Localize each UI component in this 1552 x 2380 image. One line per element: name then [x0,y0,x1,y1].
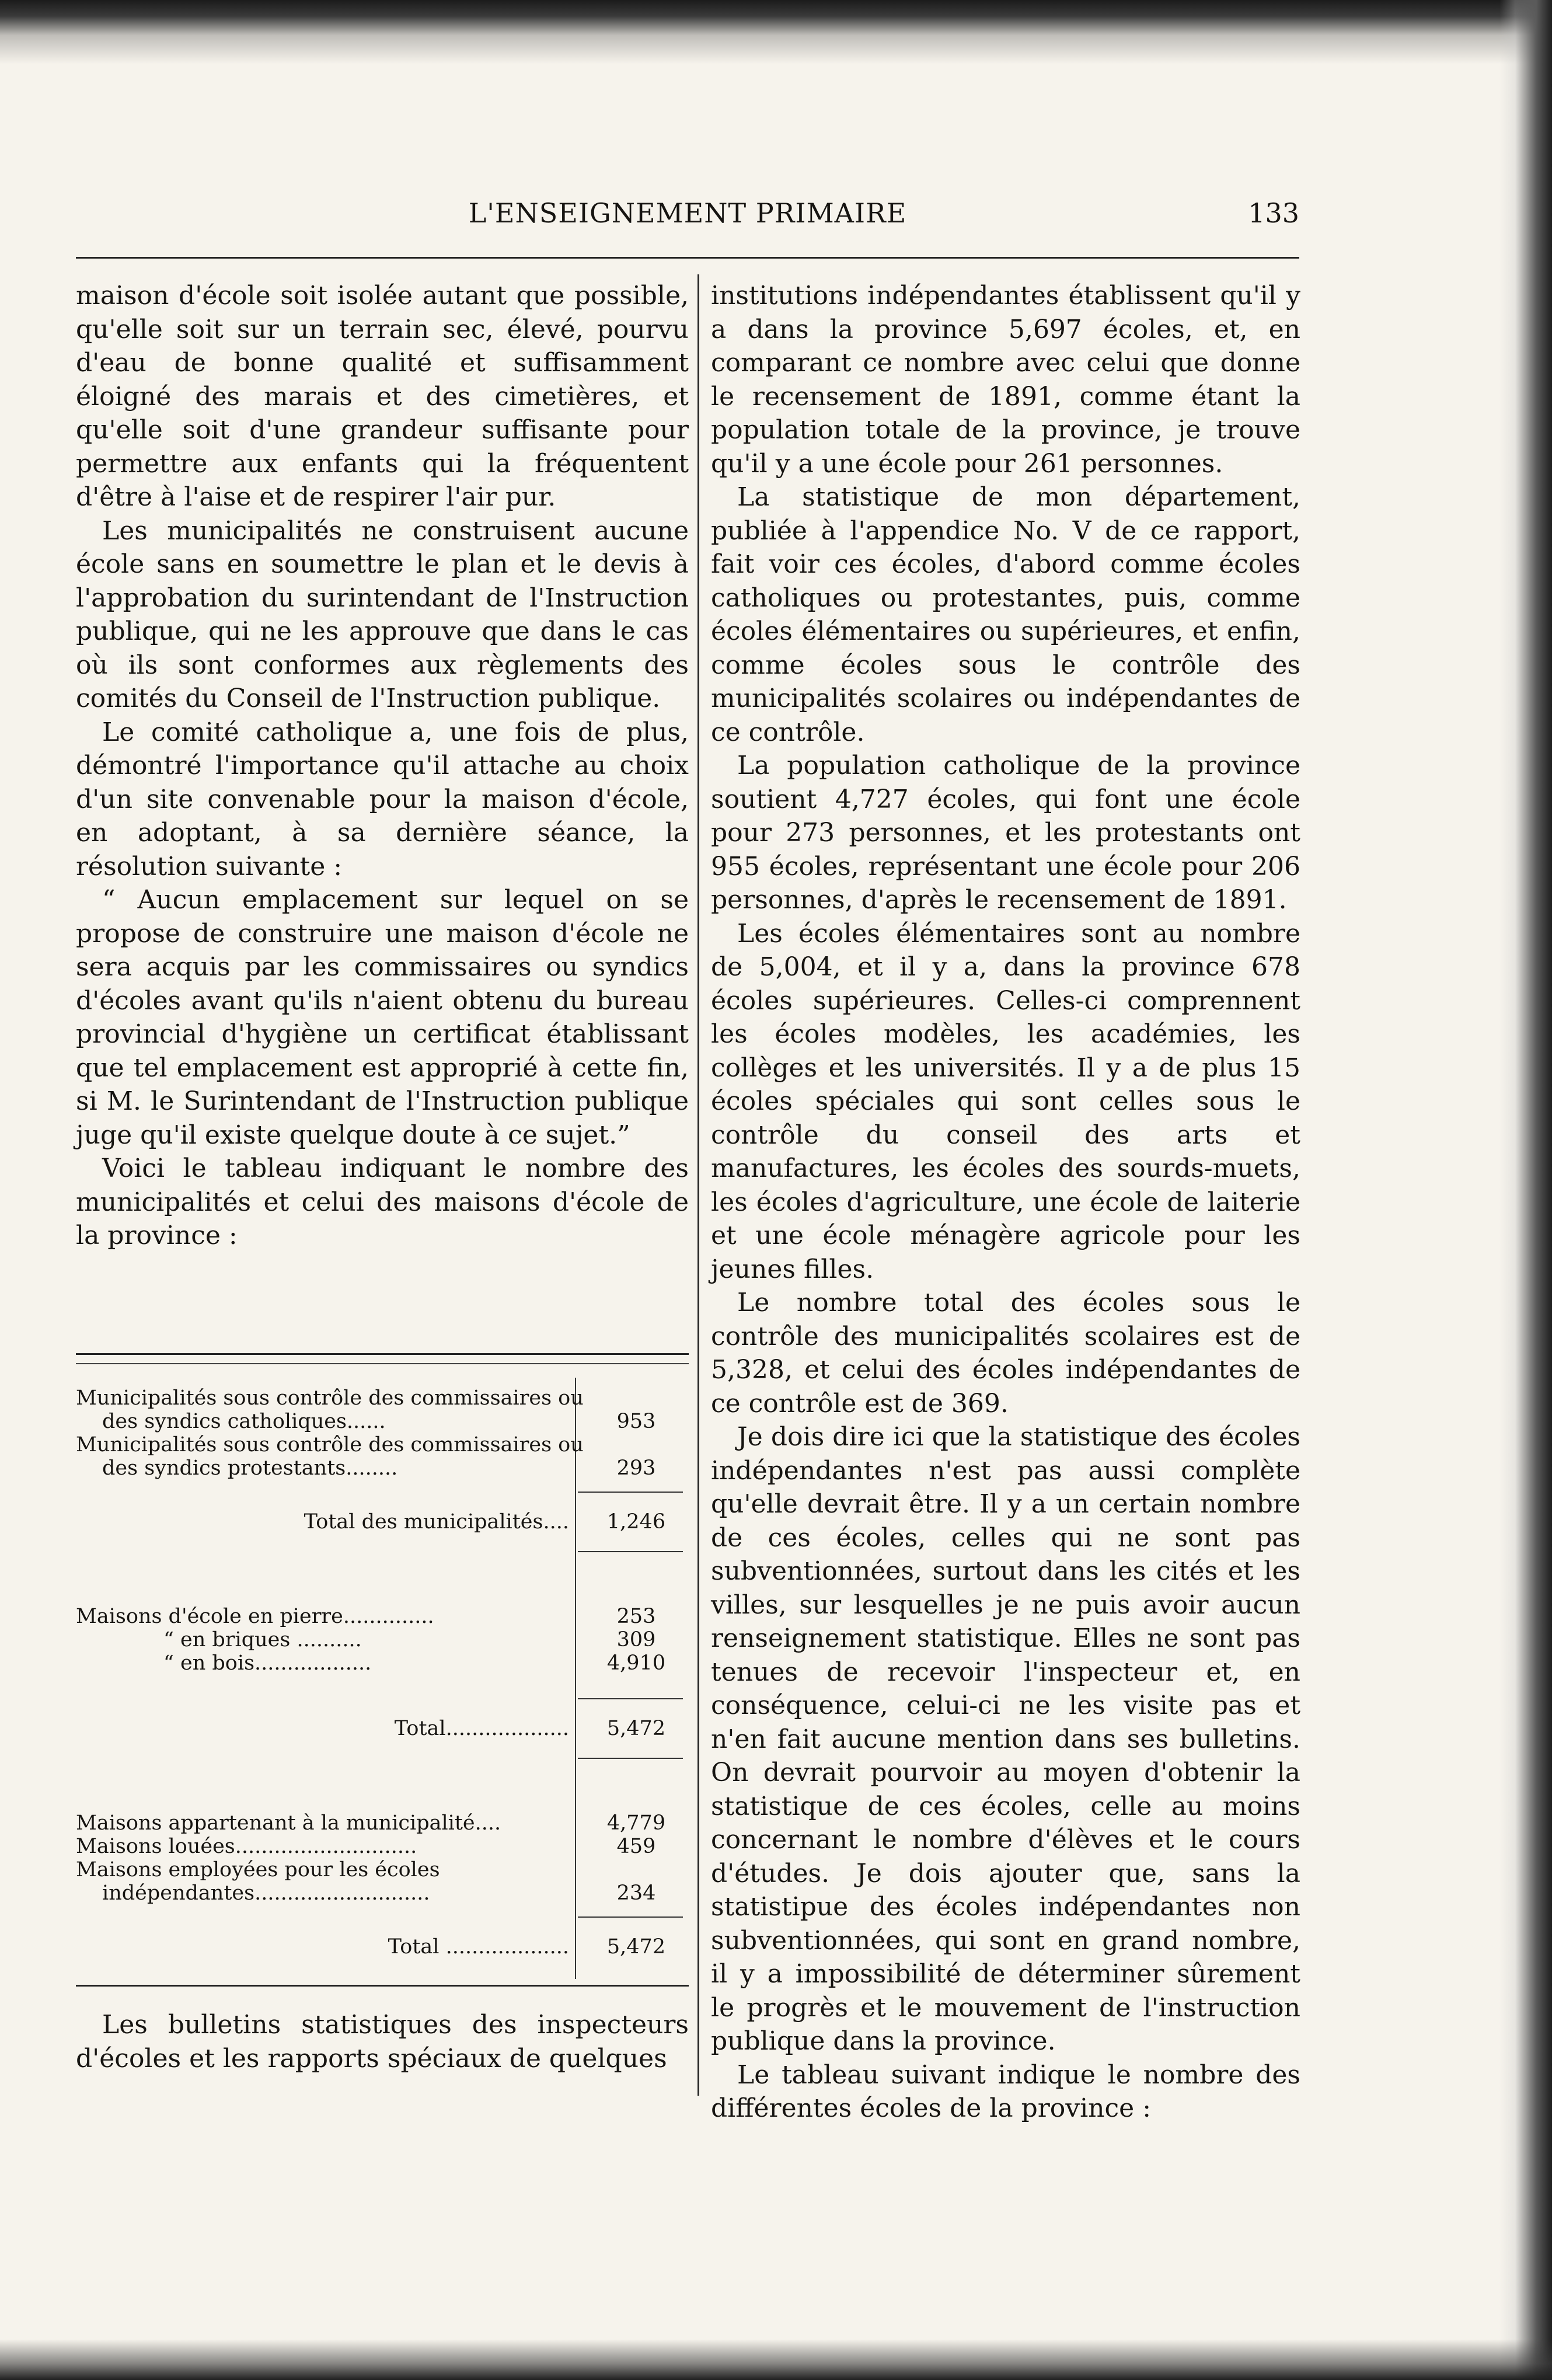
column-divider [697,274,699,2096]
table-row [76,1433,689,1480]
left-column [76,279,689,1253]
total-label: Total des municipalités.... [304,1510,569,1534]
scan-edge-bottom [0,2339,1552,2380]
row-value: 4,910 [606,1651,666,1675]
row-label: Maisons appartenant à la municipalité.... [76,1811,501,1835]
statistics-table [76,1386,689,1959]
table-row [76,1651,689,1675]
page-number: 133 [1248,197,1299,229]
row-value: 4,779 [606,1811,666,1835]
paragraph: Le comité catholique a, une fois de plus, démontré l'importance qu'il attache au choix d'un site convenable pour la maison d'école, en adoptant, à sa dernière séance, la résolution suivante : [76,717,689,881]
row-value: 953 [616,1410,656,1433]
header-rule [76,257,1299,259]
sum-rule [578,1492,683,1493]
table-rule-top-double [76,1363,689,1364]
total-label: Total ................... [388,1935,569,1959]
table-row [76,1858,689,1905]
row-value: 293 [616,1456,656,1480]
row-value: 5,472 [606,1935,666,1959]
quotation: “ Aucun emplacement sur lequel on se propose de construire une maison d'école ne sera acquis par les commissaires ou syndics d'écoles avant qu'ils n'aient obtenu du bureau provincial d'hygiène un certificat établissant que tel emplacement est approprié à cette fin, si M. le Surintendant de l'Instruction publique juge qu'il existe quelque doute à ce sujet.” [76,885,689,1150]
total-label: Total................... [394,1717,569,1740]
row-label: Maisons louées............................ [76,1835,417,1858]
row-value: 5,472 [606,1717,666,1740]
paragraph: maison d'école soit isolée autant que possible, qu'elle soit sur un terrain sec, élevé, pourvu d'eau de bonne qualité et suffisamment éloigné des marais et des cimetières, et qu'elle soit d'une grandeur suffisante pour permettre aux enfants qui la fréquentent d'être à l'aise et de respirer l'air pur. [76,281,689,512]
row-value: 253 [616,1605,656,1628]
left-column-continued [76,2008,689,2075]
paragraph: Voici le tableau indiquant le nombre des municipalités et celui des maisons d'école de la province : [76,1154,689,1250]
paragraph: Le nombre total des écoles sous le contrôle des municipalités scolaires est de 5,328, et celui des écoles indépendantes de ce contrôle est de 369. [711,1288,1300,1419]
paragraph: Les municipalités ne construisent aucune école sans en soumettre le plan et le devis à l'approbation du surintendant de l'Instruction publique, qui ne les approuve que dans le cas où ils sont conformes aux règlements des comités du Conseil de l'Instruction publique. [76,515,689,713]
paragraph: Les bulletins statistiques des inspecteurs d'écoles et les rapports spéciaux de quelques [76,2010,689,2074]
table-row [76,1628,689,1651]
table-rule-bottom [76,1985,689,1987]
row-label: “ en bois.................. [163,1651,372,1675]
row-label: “ en briques .......... [163,1628,362,1651]
scan-edge-top [0,0,1552,64]
row-value: 234 [616,1881,656,1905]
paragraph: La statistique de mon département, publiée à l'appendice No. V de ce rapport, fait voir ces écoles, d'abord comme écoles catholiques ou protestantes, puis, comme écoles élémentaires ou supérieures, et enfin, comme écoles sous le contrôle des municipalités scolaires ou indépendantes de ce contrôle. [711,482,1300,747]
running-head [76,197,1299,238]
row-label: Maisons d'école en pierre.............. [76,1605,434,1628]
table-row [76,1835,689,1858]
table-row [76,1935,689,1959]
paragraph: Le tableau suivant indique le nombre des différentes écoles de la province : [711,2060,1300,2123]
sum-rule [578,1698,683,1699]
row-value: 309 [616,1628,656,1651]
table-row [76,1717,689,1740]
right-column [711,279,1300,2125]
row-value: 459 [616,1835,656,1858]
page-title: L'ENSEIGNEMENT PRIMAIRE [468,197,907,229]
row-value: 1,246 [606,1510,666,1534]
table-row [76,1811,689,1835]
table-row [76,1510,689,1534]
paragraph: La population catholique de la province soutient 4,727 écoles, qui font une école pour 273 personnes, et les protestants ont 955 écoles, représentant une école pour 206 personnes, d'après le recensement de 1891. [711,751,1300,915]
sum-rule [578,1916,683,1918]
sum-rule [578,1551,683,1552]
table-rule-top [76,1353,689,1355]
scan-edge-right [1499,0,1552,2380]
row-label: Municipalités sous contrôle des commissaires ou des syndics protestants........ [76,1433,584,1480]
paragraph: Les écoles élémentaires sont au nombre de 5,004, et il y a, dans la province 678 écoles supérieures. Celles-ci comprennent les écoles modèles, les académies, les collèges et les universités. Il y a de plus 15 écoles spéciales qui sont celles sous le contrôle du conseil des arts et manufactures, les écoles des sourds-muets, les écoles d'agriculture, une école de laiterie et une école ménagère agricole pour les jeunes filles. [711,918,1300,1284]
paragraph: Je dois dire ici que la statistique des écoles indépendantes n'est pas aussi complète qu'elle devrait être. Il y a un certain nombre de ces écoles, celles qui ne sont pas subventionnées, surtout dans les cités et les villes, sur lesquelles je ne puis avoir aucun renseignement statistique. Elles ne sont pas tenues de recevoir l'inspecteur et, en conséquence, celui-ci ne les visite pas et n'en fait aucune mention dans ses bulletins. On devrait pourvoir au moyen d'obtenir la statistique de ces écoles, celle au moins concernant le nombre d'élèves et le cours d'études. Je dois ajouter que, sans la statistipue des écoles indépendantes non subventionnées, qui sont en grand nombre, il y a impossibilité de déterminer sûrement le progrès et le mouvement de l'instruction publique dans la province. [711,1422,1300,2056]
table-row [76,1386,689,1433]
row-label: Municipalités sous contrôle des commissaires ou des syndics catholiques...... [76,1386,584,1433]
sum-rule [578,1758,683,1759]
paragraph: institutions indépendantes établissent qu'il y a dans la province 5,697 écoles, et, en comparant ce nombre avec celui que donne le recensement de 1891, comme étant la population totale de la province, je trouve qu'il y a une école pour 261 personnes. [711,281,1300,479]
table-row [76,1605,689,1628]
row-label: Maisons employées pour les écoles indépendantes........................... [76,1858,440,1905]
